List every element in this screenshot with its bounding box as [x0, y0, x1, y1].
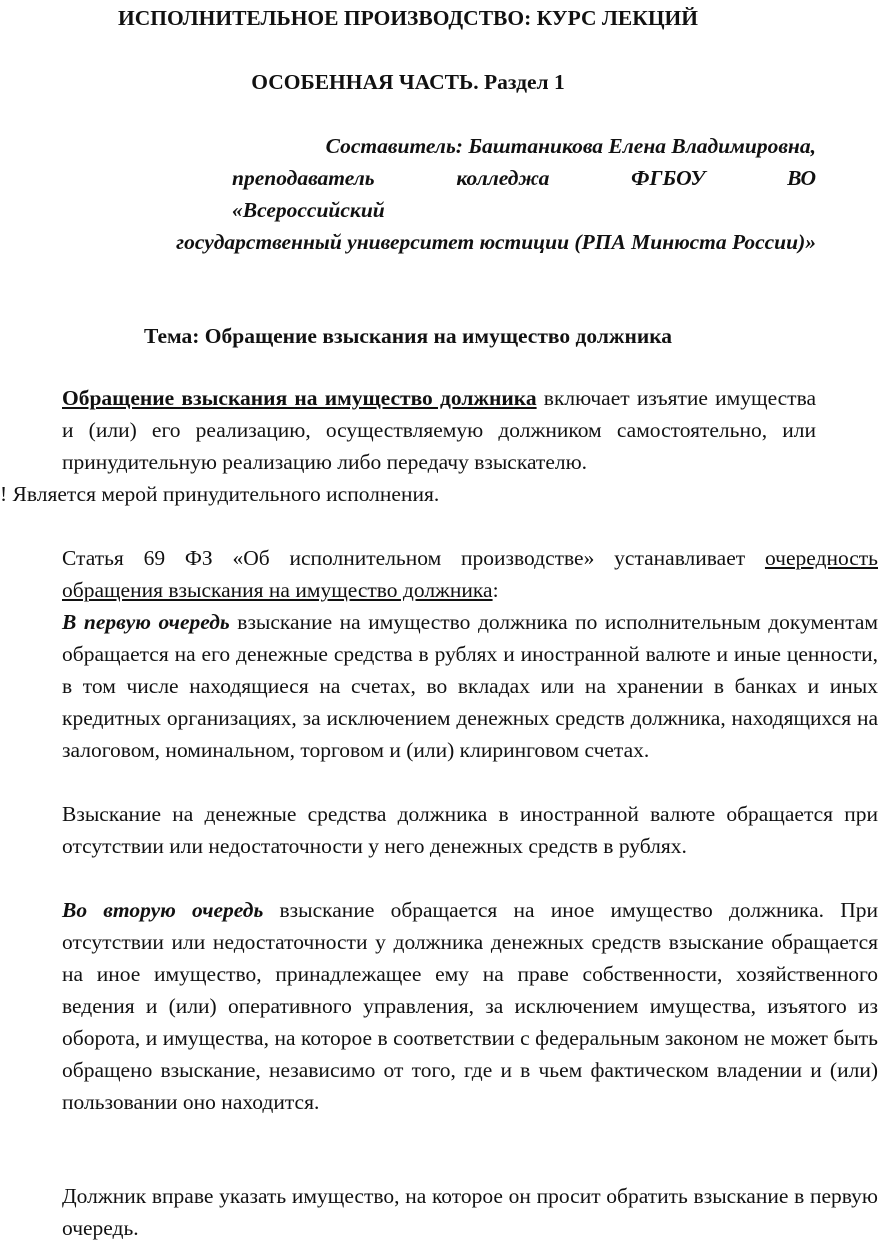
article-order-term: очередность обращения взыскания на имущество должника	[62, 546, 878, 602]
second-priority-label: Во вторую очередь	[62, 898, 264, 922]
author-line-3: «Всероссийский	[232, 198, 385, 222]
paragraph-foreign-currency: Взыскание на денежные средства должника в иностранной валюте обращается при отсутствии или недостаточности у него денежных средств в рублях.	[62, 802, 878, 858]
article-colon: :	[492, 578, 499, 602]
author-line-2: преподаватель колледжа ФГБОУ ВО	[232, 166, 816, 190]
paragraph-debtor-right: Должник вправе указать имущество, на которое он просит обратить взыскание в первую очередь.	[62, 1184, 878, 1240]
document-title: ИСПОЛНИТЕЛЬНОЕ ПРОИЗВОДСТВО: КУРС ЛЕКЦИЙ	[117, 6, 699, 30]
second-priority-text: взыскание обращается на иное имущество должника. При отсутствии или недостаточности у должника денежных средств взыскание обращается на иное имущество, принадлежащее ему на праве собственности, хозяйственного ведения и (или) оперативного управления, за исключением имущества, изъятого из оборота, и имущества, на которое в соответствии с федеральным законом не может быть обращено взыскание, независимо от того, где и в чьем фактическом владении и (или) пользовании оно находится.	[62, 898, 878, 1114]
definition-note: ! Является мерой принудительного исполнения.	[0, 482, 440, 506]
first-priority-text: взыскание на имущество должника по исполнительным документам обращается на его денежные средства в рублях и иностранной валюте и иные ценности, в том числе находящиеся на счетах, во вкладах или на хранении в банках и иных кредитных организациях, за исключением денежных средств должника, находящихся на залоговом, номинальном, торговом и (или) клиринговом счетах.	[62, 610, 878, 762]
paragraph-second-priority	[0, 894, 878, 1118]
author-line-1: Составитель: Баштаникова Елена Владимировна,	[325, 134, 816, 158]
topic-heading: Тема: Обращение взыскания на имущество должника	[143, 324, 673, 348]
first-priority-label: В первую очередь	[62, 610, 230, 634]
paragraph-first-priority	[0, 606, 878, 766]
paragraph-definition	[0, 382, 816, 510]
article-lead: Статья 69 ФЗ «Об исполнительном производстве» устанавливает	[62, 546, 765, 570]
definition-text: включает изъятие имущества и (или) его реализацию, осуществляемую должником самостоятельно, или принудительную реализацию либо передачу взыскателю.	[62, 386, 816, 474]
definition-term: Обращение взыскания на имущество должника	[62, 386, 537, 410]
document-subtitle: ОСОБЕННАЯ ЧАСТЬ. Раздел 1	[251, 70, 565, 94]
author-line-4: государственный университет юстиции (РПА Минюста России)»	[176, 230, 816, 254]
paragraph-article-69	[0, 542, 878, 606]
